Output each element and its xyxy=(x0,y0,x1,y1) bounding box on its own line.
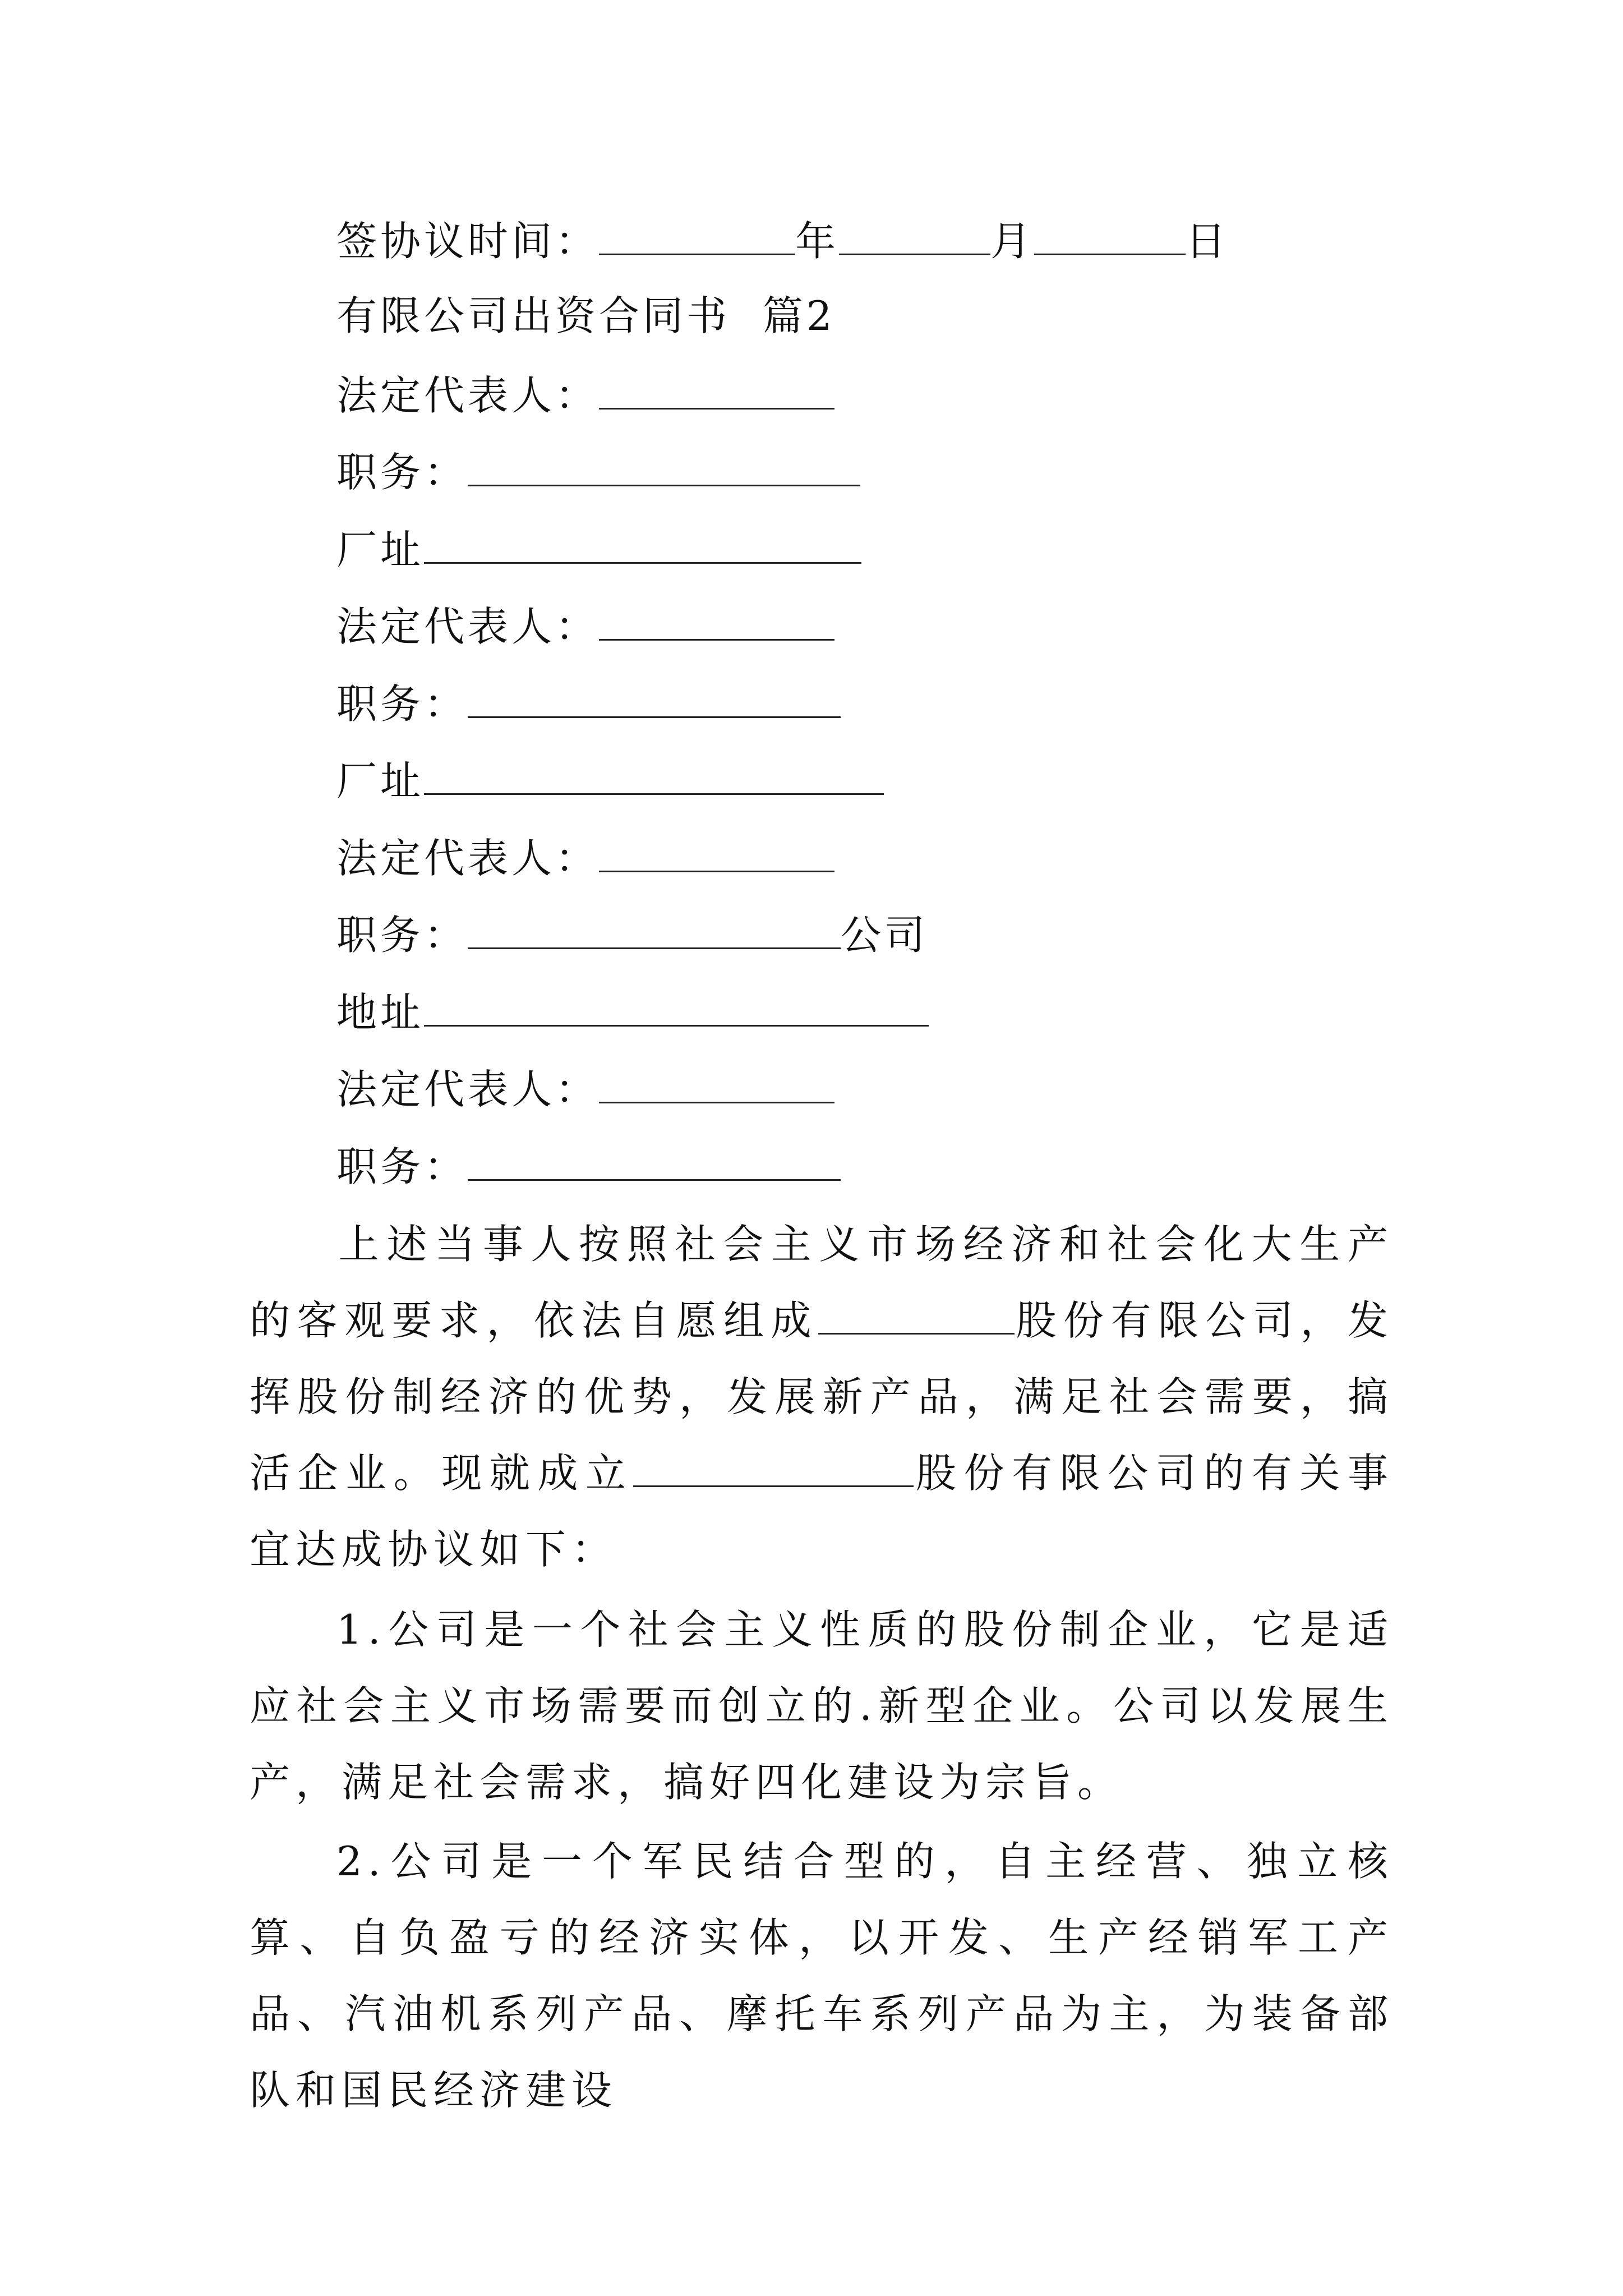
clause-2-paragraph xyxy=(250,1823,1394,2128)
party-field-legal-rep xyxy=(336,372,834,419)
clause-1-text: 1.公司是一个社会主义性质的股份制企业，它是适应社会主义市场需要而创立的.新型企业。公司以发展生产，满足社会需求，搞好四化建设为宗旨。 xyxy=(250,1606,1394,1806)
party-field-factory-address xyxy=(336,757,884,804)
year-blank xyxy=(599,219,795,255)
year-label: 年 xyxy=(795,218,840,265)
field-label: 法定代表人： xyxy=(336,835,600,882)
company-name-blank xyxy=(818,1298,1015,1335)
day-label: 日 xyxy=(1186,218,1230,265)
intro-paragraph xyxy=(250,1206,1394,1588)
field-blank xyxy=(424,758,884,795)
month-blank xyxy=(839,219,990,255)
field-blank xyxy=(468,913,841,949)
party-field-position xyxy=(336,680,841,728)
field-blank xyxy=(468,682,841,718)
field-suffix: 公司 xyxy=(841,912,929,959)
month-label: 月 xyxy=(990,218,1035,265)
field-label: 职务： xyxy=(336,1143,468,1190)
field-label: 职务： xyxy=(336,912,468,959)
field-label: 职务： xyxy=(336,449,468,496)
field-blank xyxy=(599,604,834,641)
field-label: 厂址 xyxy=(336,526,425,573)
signing-date-label: 签协议时间： xyxy=(336,218,600,265)
party-field-legal-rep xyxy=(336,835,834,882)
contract-title: 有限公司出资合同书 xyxy=(336,292,731,339)
field-blank xyxy=(424,990,929,1027)
field-blank xyxy=(599,1067,834,1103)
field-label: 法定代表人： xyxy=(336,603,600,650)
field-label: 厂址 xyxy=(336,757,425,804)
field-label: 地址 xyxy=(336,989,425,1036)
intro-text-a: 上述当事人按照社会主义市场经济和社会化大生产的客观要求，依法自愿组成 xyxy=(250,1221,1394,1344)
clause-2-text: 2.公司是一个军民结合型的，自主经营、独立核算、自负盈亏的经济实体，以开发、生产经销军工产品、汽油机系列产品、摩托车系列产品为主，为装备部队和国民经济建设 xyxy=(250,1838,1394,2114)
party-field-position-company xyxy=(336,912,929,959)
contract-part: 篇2 xyxy=(762,292,836,339)
field-label: 职务： xyxy=(336,680,468,728)
field-blank xyxy=(599,836,834,872)
field-blank xyxy=(424,527,861,564)
contract-title-line xyxy=(336,292,836,339)
party-field-legal-rep xyxy=(336,603,834,650)
field-blank xyxy=(468,450,860,486)
party-field-position xyxy=(336,449,860,496)
party-field-position xyxy=(336,1143,841,1190)
day-blank xyxy=(1034,219,1186,255)
clause-1-paragraph xyxy=(250,1591,1394,1820)
field-blank xyxy=(599,373,834,409)
field-label: 法定代表人： xyxy=(336,372,600,419)
company-name-blank xyxy=(633,1451,914,1487)
field-label: 法定代表人： xyxy=(336,1066,600,1113)
party-field-address xyxy=(336,989,929,1036)
party-field-legal-rep xyxy=(336,1066,834,1113)
intro-text-b: 股份有限公司，发挥股份制经济的优势，发展新产品，满足社会需要，搞活企业。现就成立 xyxy=(250,1297,1394,1497)
field-blank xyxy=(468,1144,841,1181)
intro-text-c: 股份有限公司的有关事宜达成协议如下： xyxy=(250,1450,1394,1573)
party-field-factory-address xyxy=(336,526,861,573)
signing-date-line xyxy=(336,218,1230,265)
